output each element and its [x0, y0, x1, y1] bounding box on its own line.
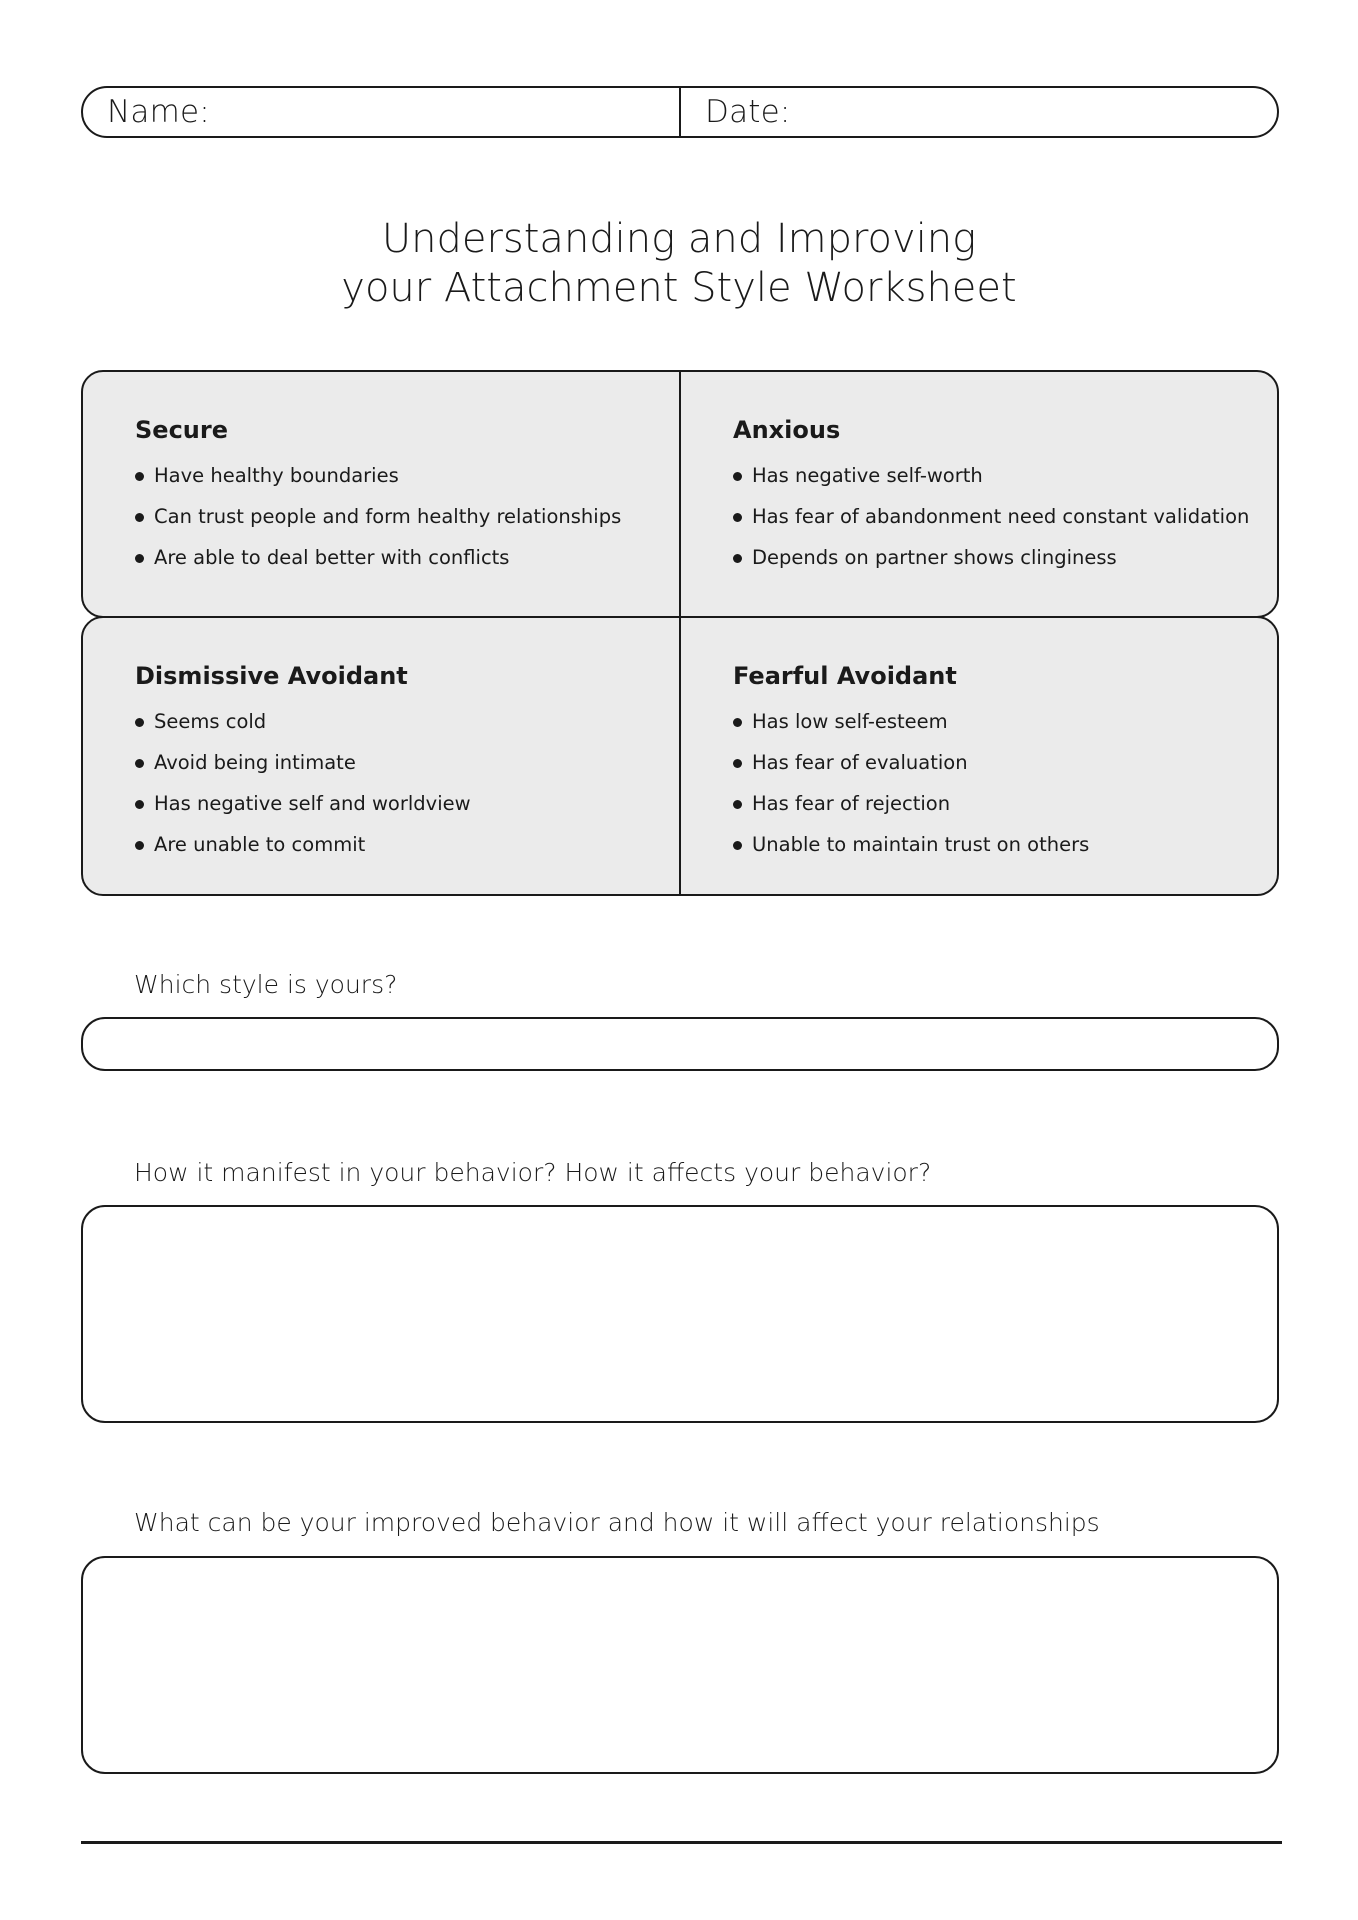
style-title: Anxious	[733, 416, 841, 444]
list-item	[135, 751, 679, 775]
list-item	[733, 505, 1277, 529]
bullet-icon	[733, 800, 742, 809]
trait-text: Have healthy boundaries	[154, 464, 399, 487]
list-item	[135, 546, 679, 570]
style-card-secure	[81, 370, 681, 618]
bullet-icon	[733, 718, 742, 727]
style-title: Secure	[135, 416, 228, 444]
style-traits-list	[135, 464, 679, 570]
style-card-anxious	[679, 370, 1279, 618]
trait-text: Has negative self and worldview	[154, 792, 471, 815]
footer-divider	[81, 1841, 1282, 1844]
style-traits-list	[135, 710, 679, 857]
style-traits-list	[733, 464, 1277, 570]
bullet-icon	[733, 472, 742, 481]
name-label: Name:	[107, 94, 210, 130]
question-style-prompt: Which style is yours?	[134, 970, 398, 999]
improvement-answer-field[interactable]	[81, 1556, 1279, 1774]
style-card-fearful-avoidant	[679, 616, 1279, 896]
trait-text: Has low self-esteem	[752, 710, 948, 733]
name-date-bar	[81, 86, 1279, 138]
trait-text: Are able to deal better with conflicts	[154, 546, 510, 569]
trait-text: Avoid being intimate	[154, 751, 356, 774]
bullet-icon	[135, 513, 144, 522]
style-title: Dismissive Avoidant	[135, 662, 408, 690]
trait-text: Unable to maintain trust on others	[752, 833, 1090, 856]
trait-text: Depends on partner shows clinginess	[752, 546, 1117, 569]
list-item	[733, 792, 1277, 816]
list-item	[135, 710, 679, 734]
style-traits-list	[733, 710, 1277, 857]
style-answer-field[interactable]	[81, 1017, 1279, 1071]
trait-text: Seems cold	[154, 710, 267, 733]
name-field[interactable]	[83, 88, 679, 136]
style-title: Fearful Avoidant	[733, 662, 957, 690]
bullet-icon	[135, 718, 144, 727]
date-label: Date:	[705, 94, 791, 130]
list-item	[733, 751, 1277, 775]
page-title-line-2: your Attachment Style Worksheet	[341, 265, 1017, 311]
trait-text: Has fear of rejection	[752, 792, 951, 815]
trait-text: Has fear of evaluation	[752, 751, 968, 774]
trait-text: Can trust people and form healthy relationships	[154, 505, 622, 528]
page-title-line-1: Understanding and Improving	[381, 216, 977, 262]
trait-text: Are unable to commit	[154, 833, 366, 856]
bullet-icon	[135, 759, 144, 768]
bullet-icon	[733, 554, 742, 563]
bullet-icon	[135, 554, 144, 563]
list-item	[135, 792, 679, 816]
page-title	[0, 215, 1358, 313]
list-item	[733, 546, 1277, 570]
list-item	[733, 464, 1277, 488]
bullet-icon	[135, 472, 144, 481]
date-field[interactable]	[679, 88, 1277, 136]
list-item	[135, 505, 679, 529]
style-card-dismissive-avoidant	[81, 616, 681, 896]
bullet-icon	[135, 841, 144, 850]
bullet-icon	[733, 759, 742, 768]
behavior-answer-field[interactable]	[81, 1205, 1279, 1423]
question-behavior-prompt: How it manifest in your behavior? How it affects your behavior?	[134, 1158, 932, 1187]
bullet-icon	[733, 841, 742, 850]
list-item	[135, 833, 679, 857]
bullet-icon	[733, 513, 742, 522]
list-item	[733, 710, 1277, 734]
trait-text: Has negative self-worth	[752, 464, 983, 487]
attachment-styles-grid	[81, 370, 1279, 896]
list-item	[733, 833, 1277, 857]
list-item	[135, 464, 679, 488]
bullet-icon	[135, 800, 144, 809]
question-improvement-prompt: What can be your improved behavior and how it will affect your relationships	[134, 1508, 1100, 1537]
trait-text: Has fear of abandonment need constant validation	[752, 505, 1250, 528]
